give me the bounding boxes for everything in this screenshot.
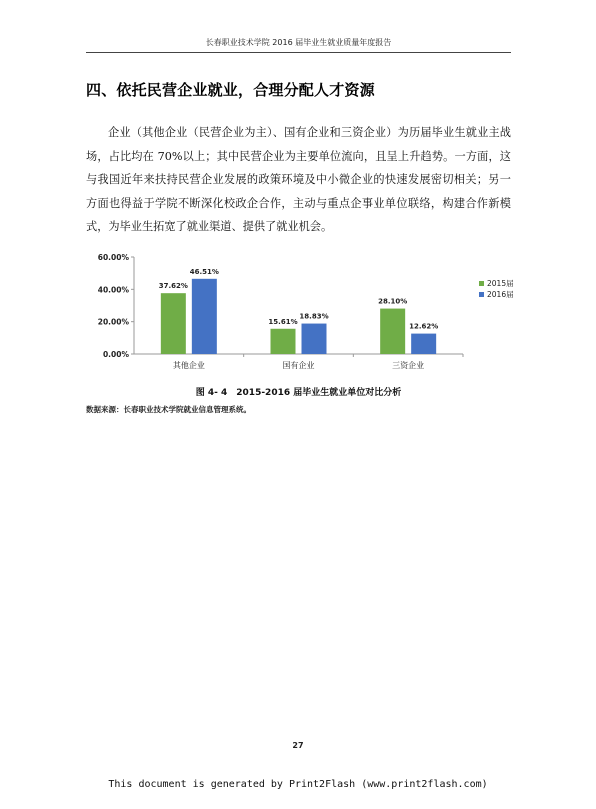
- legend-label: 2015届: [487, 279, 514, 288]
- x-category-label: 国有企业: [282, 361, 315, 370]
- header-divider: [86, 52, 511, 53]
- legend-swatch: [479, 292, 484, 297]
- bar-2016: [192, 279, 217, 354]
- bar-data-label: 12.62%: [409, 322, 439, 331]
- section-title: 四、依托民营企业就业，合理分配人才资源: [86, 81, 375, 99]
- x-category-label: 其他企业: [172, 361, 205, 370]
- bar-data-label: 18.83%: [299, 312, 329, 321]
- page-header: 长春职业技术学院 2016 届毕业生就业质量年度报告: [205, 38, 392, 47]
- bar-data-label: 46.51%: [189, 267, 219, 276]
- bar-2016: [411, 334, 436, 354]
- data-source-note: 数据来源：长春职业技术学院就业信息管理系统。: [86, 405, 251, 414]
- legend-swatch: [479, 281, 484, 286]
- y-tick-label: 0.00%: [102, 350, 129, 359]
- y-tick-label: 20.00%: [97, 317, 129, 327]
- page-number: 27: [292, 741, 304, 750]
- legend-label: 2016届: [487, 290, 514, 299]
- bar-2016: [302, 324, 327, 354]
- bar-data-label: 15.61%: [268, 317, 298, 326]
- figure-caption: 图 4- 4 2015-2016 届毕业生就业单位对比分析: [195, 388, 402, 398]
- body-paragraph: 企业（其他企业（民营企业为主）、国有企业和三资企业）为历届毕业生就业主战场，占比均在 70%以上；其中民营企业为主要单位流向，且呈上升趋势。一方面，这与我国近年来扶持民营企业发展的政策环境及中小微企业的快速发展密切相关；另一方面也得益于学院不断深化校政企合作，主动与重点企事业单位联络，构建合作新模式，为毕业生拓宽了就业渠道、提供了就业机会。: [86, 126, 511, 233]
- bar-2015: [380, 309, 405, 354]
- bar-data-label: 37.62%: [158, 282, 188, 291]
- x-category-label: 三资企业: [392, 361, 425, 370]
- bar-2015: [161, 293, 186, 354]
- generator-footer: This document is generated by Print2Flash (www.print2flash.com): [108, 779, 488, 790]
- bar-data-label: 28.10%: [378, 297, 408, 306]
- y-tick-label: 40.00%: [97, 285, 129, 295]
- bar-chart: [86, 248, 526, 378]
- bar-2015: [271, 329, 296, 354]
- y-tick-label: 60.00%: [97, 253, 129, 262]
